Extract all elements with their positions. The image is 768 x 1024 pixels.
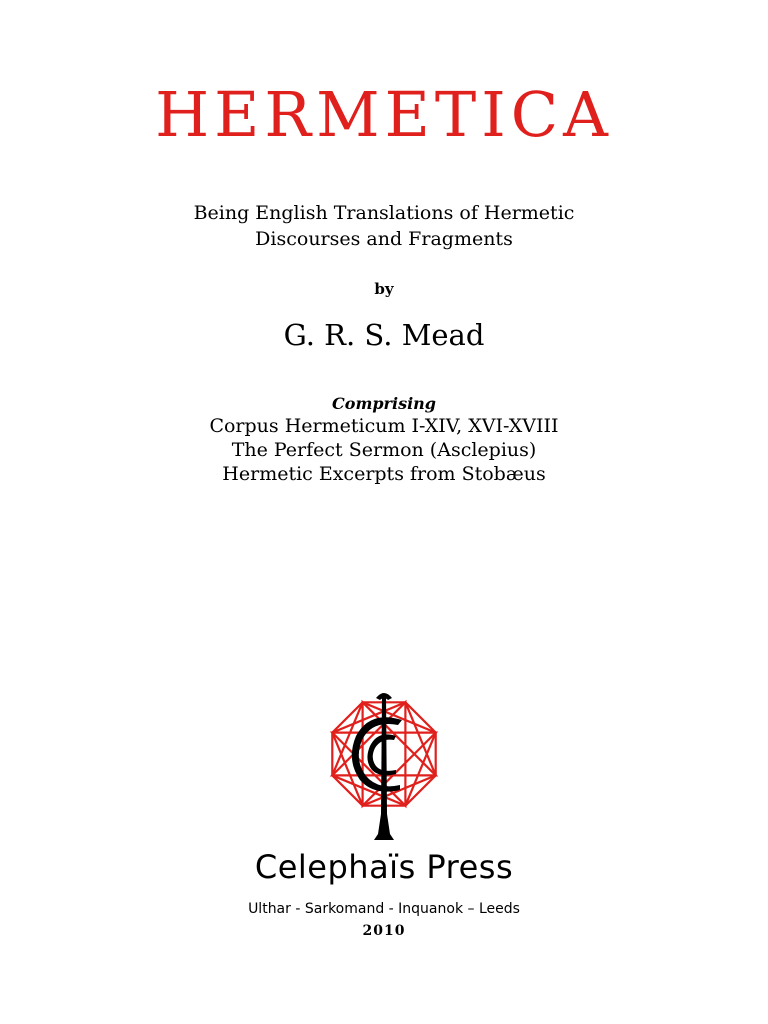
subtitle-line: Discourses and Fragments: [255, 228, 513, 250]
contents-item: Corpus Hermeticum I-XIV, XVI-XVIII: [209, 415, 559, 437]
subtitle-line: Being English Translations of Hermetic: [193, 202, 575, 224]
publisher-places: Ulthar - Sarkomand - Inquanok – Leeds: [248, 901, 520, 917]
publisher-logo-icon: [312, 684, 456, 850]
publication-year: 2010: [362, 923, 406, 939]
contents-list: [0, 414, 768, 486]
by-label: by: [374, 280, 394, 298]
book-title: HERMETICA: [155, 78, 613, 151]
comprising-label: Comprising: [332, 394, 436, 413]
publisher-name: Celephaïs Press: [254, 848, 514, 886]
author-name: G. R. S. Mead: [283, 318, 485, 352]
book-subtitle: [0, 200, 768, 252]
contents-item: Hermetic Excerpts from Stobæus: [222, 463, 546, 485]
contents-item: The Perfect Sermon (Asclepius): [231, 439, 537, 461]
